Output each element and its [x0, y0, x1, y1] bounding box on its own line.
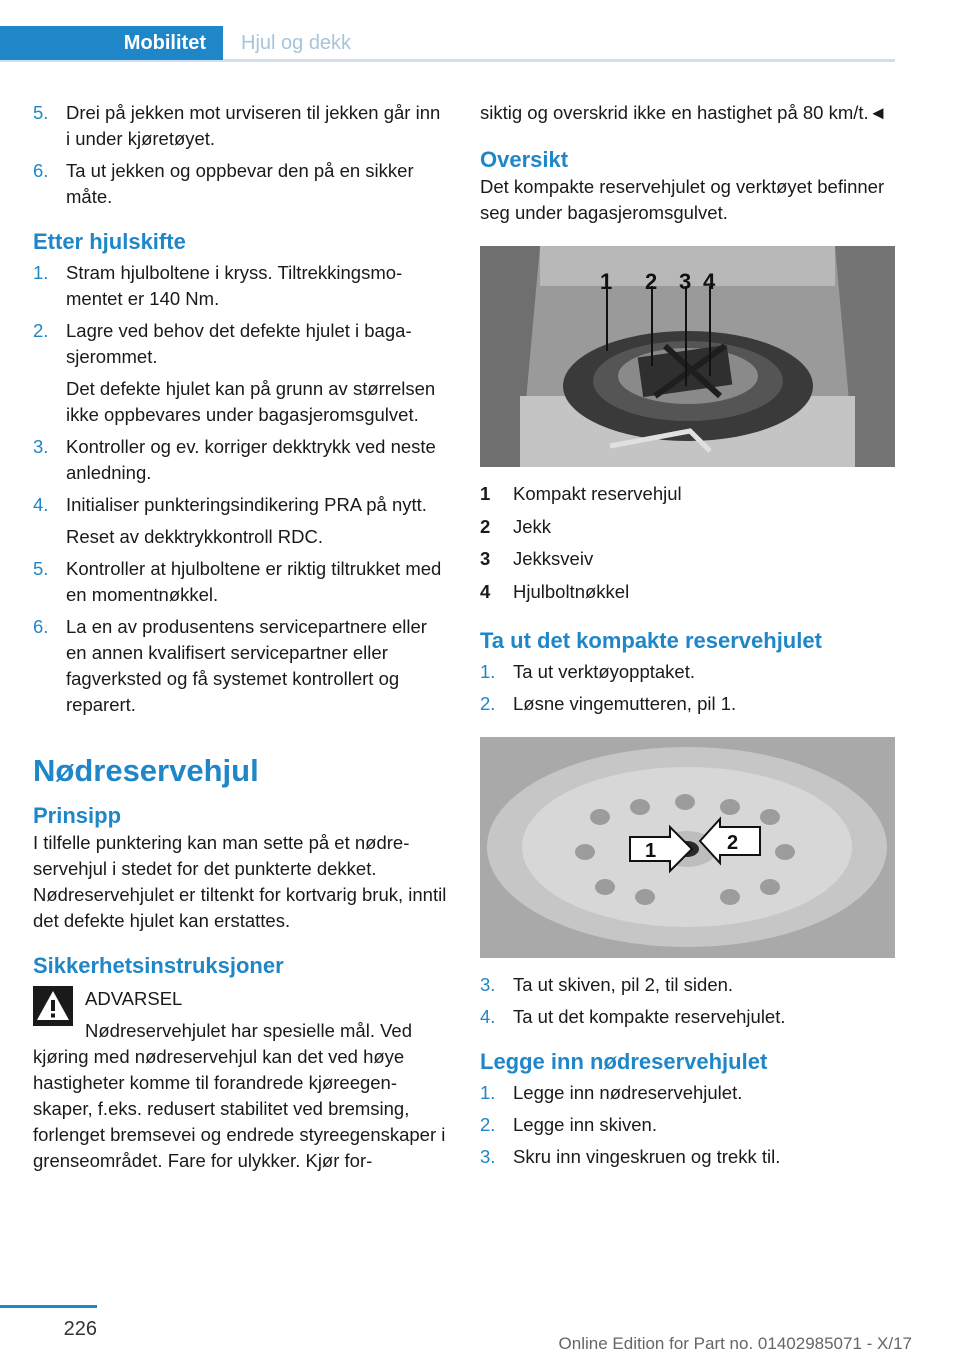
legend-key: 1	[480, 483, 491, 504]
step-2	[480, 1112, 895, 1138]
step-3	[480, 972, 895, 998]
step-number: 3.	[480, 974, 496, 995]
step-number: 4.	[480, 1006, 496, 1027]
step-number: 1.	[480, 661, 496, 682]
prinsipp-text: I tilfelle punktering kan man sette på et nødreservehjul i stedet for det punkterte dekket. Nødreservehjulet er tiltenkt for kortvarig bruk, inntil det defekte hjulet kan erstattes.	[33, 832, 447, 931]
step-text: Skru inn vingeskruen og trekk til.	[513, 1146, 781, 1167]
step-1	[480, 1080, 895, 1106]
step-2	[480, 691, 895, 717]
step-number: 1.	[480, 1082, 496, 1103]
step-number: 2.	[480, 693, 496, 714]
callout-2: 2	[645, 269, 658, 294]
step-text: Ta ut det kompakte reservehjulet.	[513, 1006, 786, 1027]
legend-key: 2	[480, 515, 491, 537]
legend-item	[480, 546, 895, 579]
step-1	[480, 659, 895, 685]
step-3	[480, 1144, 895, 1170]
sikkerhet-heading: Sikkerhetsinstruksjoner	[33, 953, 284, 978]
legend-key: 3	[480, 548, 491, 569]
oversikt-heading: Oversikt	[480, 147, 569, 172]
wing-nut-figure	[480, 737, 895, 958]
step-number: 4.	[33, 494, 49, 515]
legend-item	[480, 579, 895, 612]
callout-4: 4	[703, 269, 716, 294]
step-text: Kontroller at hjulboltene er riktig tiltrukket med en momentnøkkel.	[66, 558, 442, 605]
step-text: Løsne vingemutteren, pil 1.	[513, 693, 737, 714]
warning-block	[33, 986, 448, 1174]
step-text: Legge inn skiven.	[513, 1114, 657, 1135]
step-number: 5.	[33, 558, 49, 579]
arrow-1-label: 1	[645, 840, 657, 862]
step-text: Ta ut verktøyopptaket.	[513, 661, 696, 682]
arrow-2-label: 2	[727, 832, 739, 854]
left-column	[33, 100, 448, 1174]
legend-text: Jekk	[513, 515, 552, 537]
etter-hjulskifte-heading: Etter hjulskifte	[33, 229, 186, 254]
step-number: 2.	[480, 1114, 496, 1135]
main-heading: Nødreservehjul	[33, 753, 259, 788]
spare-wheel-overview-figure	[480, 246, 895, 467]
step-2-note: Det defekte hjulet kan på grunn av størrelsen ikke oppbevares under bagasjeromsgulvet.	[66, 378, 436, 425]
step-text: Kontroller og ev. korriger dekktrykk ved neste anledning.	[66, 436, 436, 483]
step-text: Legge inn nødreservehjulet.	[513, 1082, 743, 1103]
legend-text: Kompakt reservehjul	[513, 483, 682, 504]
warning-text: kjøring med nødreservehjul kan det ved høye hastigheter komme til forandrede kjøreegenskaper, f.eks. redusert stabilitet ved bremsing, forlenget bremsevei og endrede styreegenskaper i grenseområdet. Fare for ulykker. Kjør for-	[33, 1046, 446, 1171]
edition-note: Online Edition for Part no. 01402985071 - X/17	[558, 1334, 912, 1353]
callout-3: 3	[679, 269, 692, 294]
chapter-tab: Mobilitet	[0, 26, 223, 60]
step-text: La en av produsentens servicepartnere eller en annen kvalifisert servicepartner eller fagverksted og få systemet kontrollert og reparert.	[66, 616, 427, 715]
oversikt-text: Det kompakte reservehjulet og verktøyet befinner seg under bagasjeromsgulvet.	[480, 176, 885, 223]
step-2	[33, 318, 448, 370]
legend-text: Jekksveiv	[513, 548, 594, 569]
step-number: 5.	[33, 102, 49, 123]
step-1	[33, 260, 448, 312]
legend-key: 4	[480, 580, 491, 602]
figure-legend	[480, 481, 895, 611]
step-4-note: Reset av dekktrykkontroll RDC.	[66, 526, 324, 547]
right-column	[480, 100, 895, 1170]
step-number: 3.	[33, 436, 49, 457]
step-text: Stram hjulboltene i kryss. Tiltrekkingsmomentet er 140 Nm.	[66, 262, 403, 309]
callout-1: 1	[600, 269, 613, 294]
step-6	[33, 158, 448, 210]
prinsipp-heading: Prinsipp	[33, 803, 122, 828]
step-text: Lagre ved behov det defekte hjulet i bagasjerommet.	[66, 320, 412, 367]
step-number: 1.	[33, 262, 49, 283]
step-4	[33, 492, 448, 518]
step-text: Drei på jekken mot urviseren til jekken går inn i under kjøretøyet.	[66, 102, 441, 149]
warning-icon	[33, 986, 73, 1026]
page-number: 226	[63, 1318, 97, 1340]
continued-text: siktig og overskrid ikke en hastighet på 80 km/t.◄	[480, 102, 887, 123]
step-4	[480, 1004, 895, 1030]
step-number: 6.	[33, 160, 49, 181]
step-number: 6.	[33, 616, 49, 637]
section-tab: Hjul og dekk	[241, 32, 352, 54]
warning-first-line: Nødreservehjulet har spesielle mål. Ved	[85, 1020, 412, 1041]
step-text: Initialiser punkteringsindikering PRA på nytt.	[66, 494, 427, 515]
legend-text: Hjulboltnøkkel	[513, 580, 630, 602]
ta-ut-heading: Ta ut det kompakte reservehjulet	[480, 628, 822, 653]
step-number: 3.	[480, 1146, 496, 1167]
step-number: 2.	[33, 320, 49, 341]
step-5	[33, 100, 448, 152]
legend-item	[480, 481, 895, 514]
page-header	[0, 26, 895, 62]
step-text: Ta ut jekken og oppbevar den på en sikker måte.	[66, 160, 414, 207]
footer-rule	[0, 1305, 97, 1308]
step-6b	[33, 614, 448, 718]
step-5b	[33, 556, 448, 608]
step-3	[33, 434, 448, 486]
legend-item	[480, 514, 895, 547]
step-text: Ta ut skiven, pil 2, til siden.	[513, 974, 734, 995]
warning-label: ADVARSEL	[85, 988, 183, 1009]
legge-inn-heading: Legge inn nødreservehjulet	[480, 1049, 768, 1074]
